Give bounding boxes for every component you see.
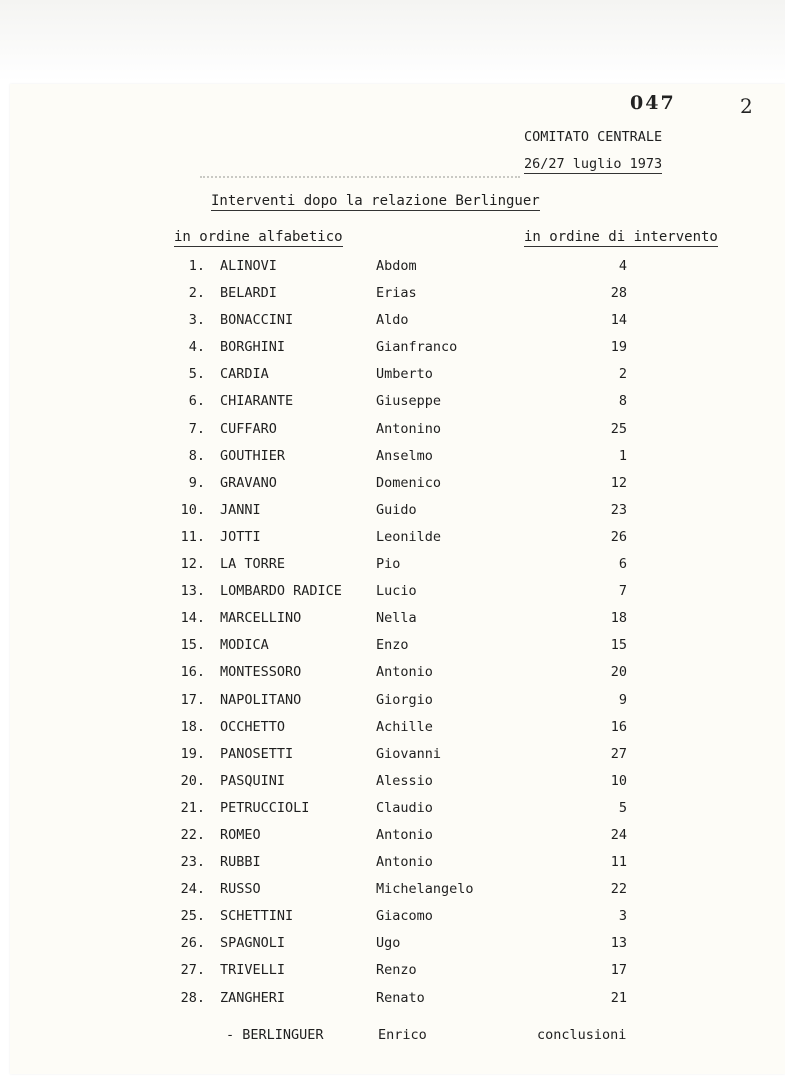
speaking-order: 26: [610, 528, 627, 545]
speaker-surname: PASQUINI: [220, 772, 286, 789]
speaking-order: 6: [618, 556, 627, 573]
speaker-row: [0, 741, 785, 768]
speaker-surname: NAPOLITANO: [220, 691, 302, 708]
column-header-speaking-order: in ordine di intervento: [524, 229, 718, 245]
speaker-surname: ROMEO: [220, 826, 261, 843]
speaker-first-name: Giacomo: [376, 908, 433, 925]
speaker-surname: TRIVELLI: [220, 962, 286, 979]
row-number: 2.: [188, 285, 205, 302]
speaker-first-name: Antonio: [376, 664, 433, 681]
speaker-surname: LA TORRE: [220, 556, 286, 573]
speaker-row: [0, 334, 785, 361]
speaker-surname: SPAGNOLI: [220, 935, 286, 952]
row-number: 22.: [180, 826, 205, 843]
speaker-row: [0, 470, 785, 497]
speaker-row: [0, 551, 785, 578]
speaker-surname: PANOSETTI: [220, 745, 294, 762]
row-number: 5.: [188, 366, 205, 383]
speaking-order: 3: [618, 908, 627, 925]
row-number: 27.: [180, 962, 205, 979]
speaker-first-name: Erias: [376, 285, 417, 302]
closing-surname: - BERLINGUER: [226, 1027, 324, 1043]
speaker-first-name: Renato: [376, 989, 425, 1006]
speaker-first-name: Michelangelo: [376, 881, 474, 898]
speaking-order: 27: [610, 745, 627, 762]
closing-first-name: Enrico: [378, 1027, 427, 1043]
speaker-surname: MARCELLINO: [220, 610, 302, 627]
row-number: 19.: [180, 745, 205, 762]
speaker-row: [0, 849, 785, 876]
document-title: Interventi dopo la relazione Berlinguer: [211, 193, 540, 209]
speaking-order: 8: [618, 393, 627, 410]
speaker-surname: PETRUCCIOLI: [220, 799, 310, 816]
speaker-first-name: Umberto: [376, 366, 433, 383]
speaker-row: [0, 524, 785, 551]
speaker-row: [0, 687, 785, 714]
speaker-surname: BELARDI: [220, 285, 277, 302]
row-number: 28.: [180, 989, 205, 1006]
speaking-order: 12: [610, 474, 627, 491]
speaker-surname: SCHETTINI: [220, 908, 294, 925]
row-number: 17.: [180, 691, 205, 708]
speaker-row: [0, 280, 785, 307]
speaker-row: [0, 659, 785, 686]
speaker-row: [0, 388, 785, 415]
row-number: 9.: [188, 474, 205, 491]
row-number: 10.: [180, 501, 205, 518]
speaker-first-name: Claudio: [376, 799, 433, 816]
row-number: 18.: [180, 718, 205, 735]
row-number: 4.: [188, 339, 205, 356]
speaking-order: 10: [610, 772, 627, 789]
speaking-order: 22: [610, 881, 627, 898]
committee-heading: COMITATO CENTRALE: [524, 129, 663, 145]
column-header-alphabetical: in ordine alfabetico: [174, 229, 343, 245]
speaker-row: [0, 822, 785, 849]
speaker-surname: JOTTI: [220, 528, 261, 545]
speaker-row: [0, 307, 785, 334]
speaking-order: 7: [618, 583, 627, 600]
speaker-first-name: Pio: [376, 556, 401, 573]
speaker-row: [0, 605, 785, 632]
speaker-row: [0, 443, 785, 470]
speaking-order: 4: [618, 258, 627, 274]
speaker-surname: MODICA: [220, 637, 269, 654]
speaking-order: 15: [610, 637, 627, 654]
speaker-first-name: Renzo: [376, 962, 417, 979]
speaker-surname: RUSSO: [220, 881, 261, 898]
row-number: 14.: [180, 610, 205, 627]
row-number: 26.: [180, 935, 205, 952]
speaker-surname: CHIARANTE: [220, 393, 294, 410]
speaker-surname: JANNI: [220, 501, 261, 518]
archive-stamp-number: 047: [630, 92, 676, 114]
speaking-order: 20: [610, 664, 627, 681]
row-number: 11.: [180, 528, 205, 545]
row-number: 21.: [180, 799, 205, 816]
speaker-first-name: Guido: [376, 501, 417, 518]
speaker-first-name: Alessio: [376, 772, 433, 789]
speaker-surname: CUFFARO: [220, 420, 277, 437]
speaker-row: [0, 985, 785, 1012]
speaker-surname: LOMBARDO RADICE: [220, 583, 342, 600]
row-number: 6.: [188, 393, 205, 410]
speaker-surname: BONACCINI: [220, 312, 294, 329]
speaker-row: [0, 632, 785, 659]
row-number: 3.: [188, 312, 205, 329]
speaker-row: [0, 578, 785, 605]
row-number: 25.: [180, 908, 205, 925]
speaker-first-name: Antonio: [376, 854, 433, 871]
speaker-surname: OCCHETTO: [220, 718, 286, 735]
row-number: 20.: [180, 772, 205, 789]
speaking-order: 17: [610, 962, 627, 979]
closing-note: conclusioni: [537, 1027, 627, 1043]
speaking-order: 19: [610, 339, 627, 356]
speaking-order: 18: [610, 610, 627, 627]
scan-top-margin: [0, 0, 785, 82]
row-number: 1.: [188, 258, 205, 274]
speaker-row: [0, 957, 785, 984]
speaker-surname: MONTESSORO: [220, 664, 302, 681]
speaker-first-name: Antonio: [376, 826, 433, 843]
row-number: 8.: [188, 447, 205, 464]
speaker-row: [0, 497, 785, 524]
speaker-first-name: Anselmo: [376, 447, 433, 464]
speaker-first-name: Domenico: [376, 474, 442, 491]
speaker-first-name: Aldo: [376, 312, 409, 329]
speaker-surname: GRAVANO: [220, 474, 277, 491]
speaker-row: [0, 253, 785, 280]
speaker-first-name: Enzo: [376, 637, 409, 654]
speaking-order: 16: [610, 718, 627, 735]
speaking-order: 28: [610, 285, 627, 302]
speaker-surname: GOUTHIER: [220, 447, 286, 464]
speaking-order: 13: [610, 935, 627, 952]
closing-row: [0, 1022, 785, 1049]
speaker-row: [0, 930, 785, 957]
speaker-first-name: Giovanni: [376, 745, 442, 762]
speaker-first-name: Lucio: [376, 583, 417, 600]
speaking-order: 21: [610, 989, 627, 1006]
speaker-first-name: Gianfranco: [376, 339, 458, 356]
dotted-separator: [200, 176, 520, 180]
speaking-order: 24: [610, 826, 627, 843]
speaker-row: [0, 795, 785, 822]
speaker-surname: RUBBI: [220, 854, 261, 871]
speaker-first-name: Antonino: [376, 420, 442, 437]
speaker-first-name: Abdom: [376, 258, 417, 274]
speaking-order: 11: [610, 854, 627, 871]
speaking-order: 23: [610, 501, 627, 518]
speaker-first-name: Ugo: [376, 935, 401, 952]
speaking-order: 2: [618, 366, 627, 383]
speaker-first-name: Leonilde: [376, 528, 442, 545]
speaker-row: [0, 903, 785, 930]
speaker-surname: ALINOVI: [220, 258, 277, 274]
row-number: 12.: [180, 556, 205, 573]
speaker-first-name: Giuseppe: [376, 393, 442, 410]
row-number: 13.: [180, 583, 205, 600]
speaker-first-name: Achille: [376, 718, 433, 735]
meeting-date: 26/27 luglio 1973: [524, 156, 663, 172]
row-number: 23.: [180, 854, 205, 871]
page-number: 2: [740, 94, 753, 118]
speaker-row: [0, 361, 785, 388]
speaker-row: [0, 714, 785, 741]
row-number: 24.: [180, 881, 205, 898]
speaker-row: [0, 768, 785, 795]
speaker-surname: CARDIA: [220, 366, 269, 383]
row-number: 7.: [188, 420, 205, 437]
speaker-surname: ZANGHERI: [220, 989, 286, 1006]
speaking-order: 1: [618, 447, 627, 464]
speakers-list: [0, 253, 785, 1012]
row-number: 16.: [180, 664, 205, 681]
speaker-row: [0, 876, 785, 903]
speaker-surname: BORGHINI: [220, 339, 286, 356]
speaker-first-name: Giorgio: [376, 691, 433, 708]
speaking-order: 25: [610, 420, 627, 437]
speaking-order: 14: [610, 312, 627, 329]
speaking-order: 5: [618, 799, 627, 816]
row-number: 15.: [180, 637, 205, 654]
speaking-order: 9: [618, 691, 627, 708]
speaker-first-name: Nella: [376, 610, 417, 627]
speaker-row: [0, 416, 785, 443]
